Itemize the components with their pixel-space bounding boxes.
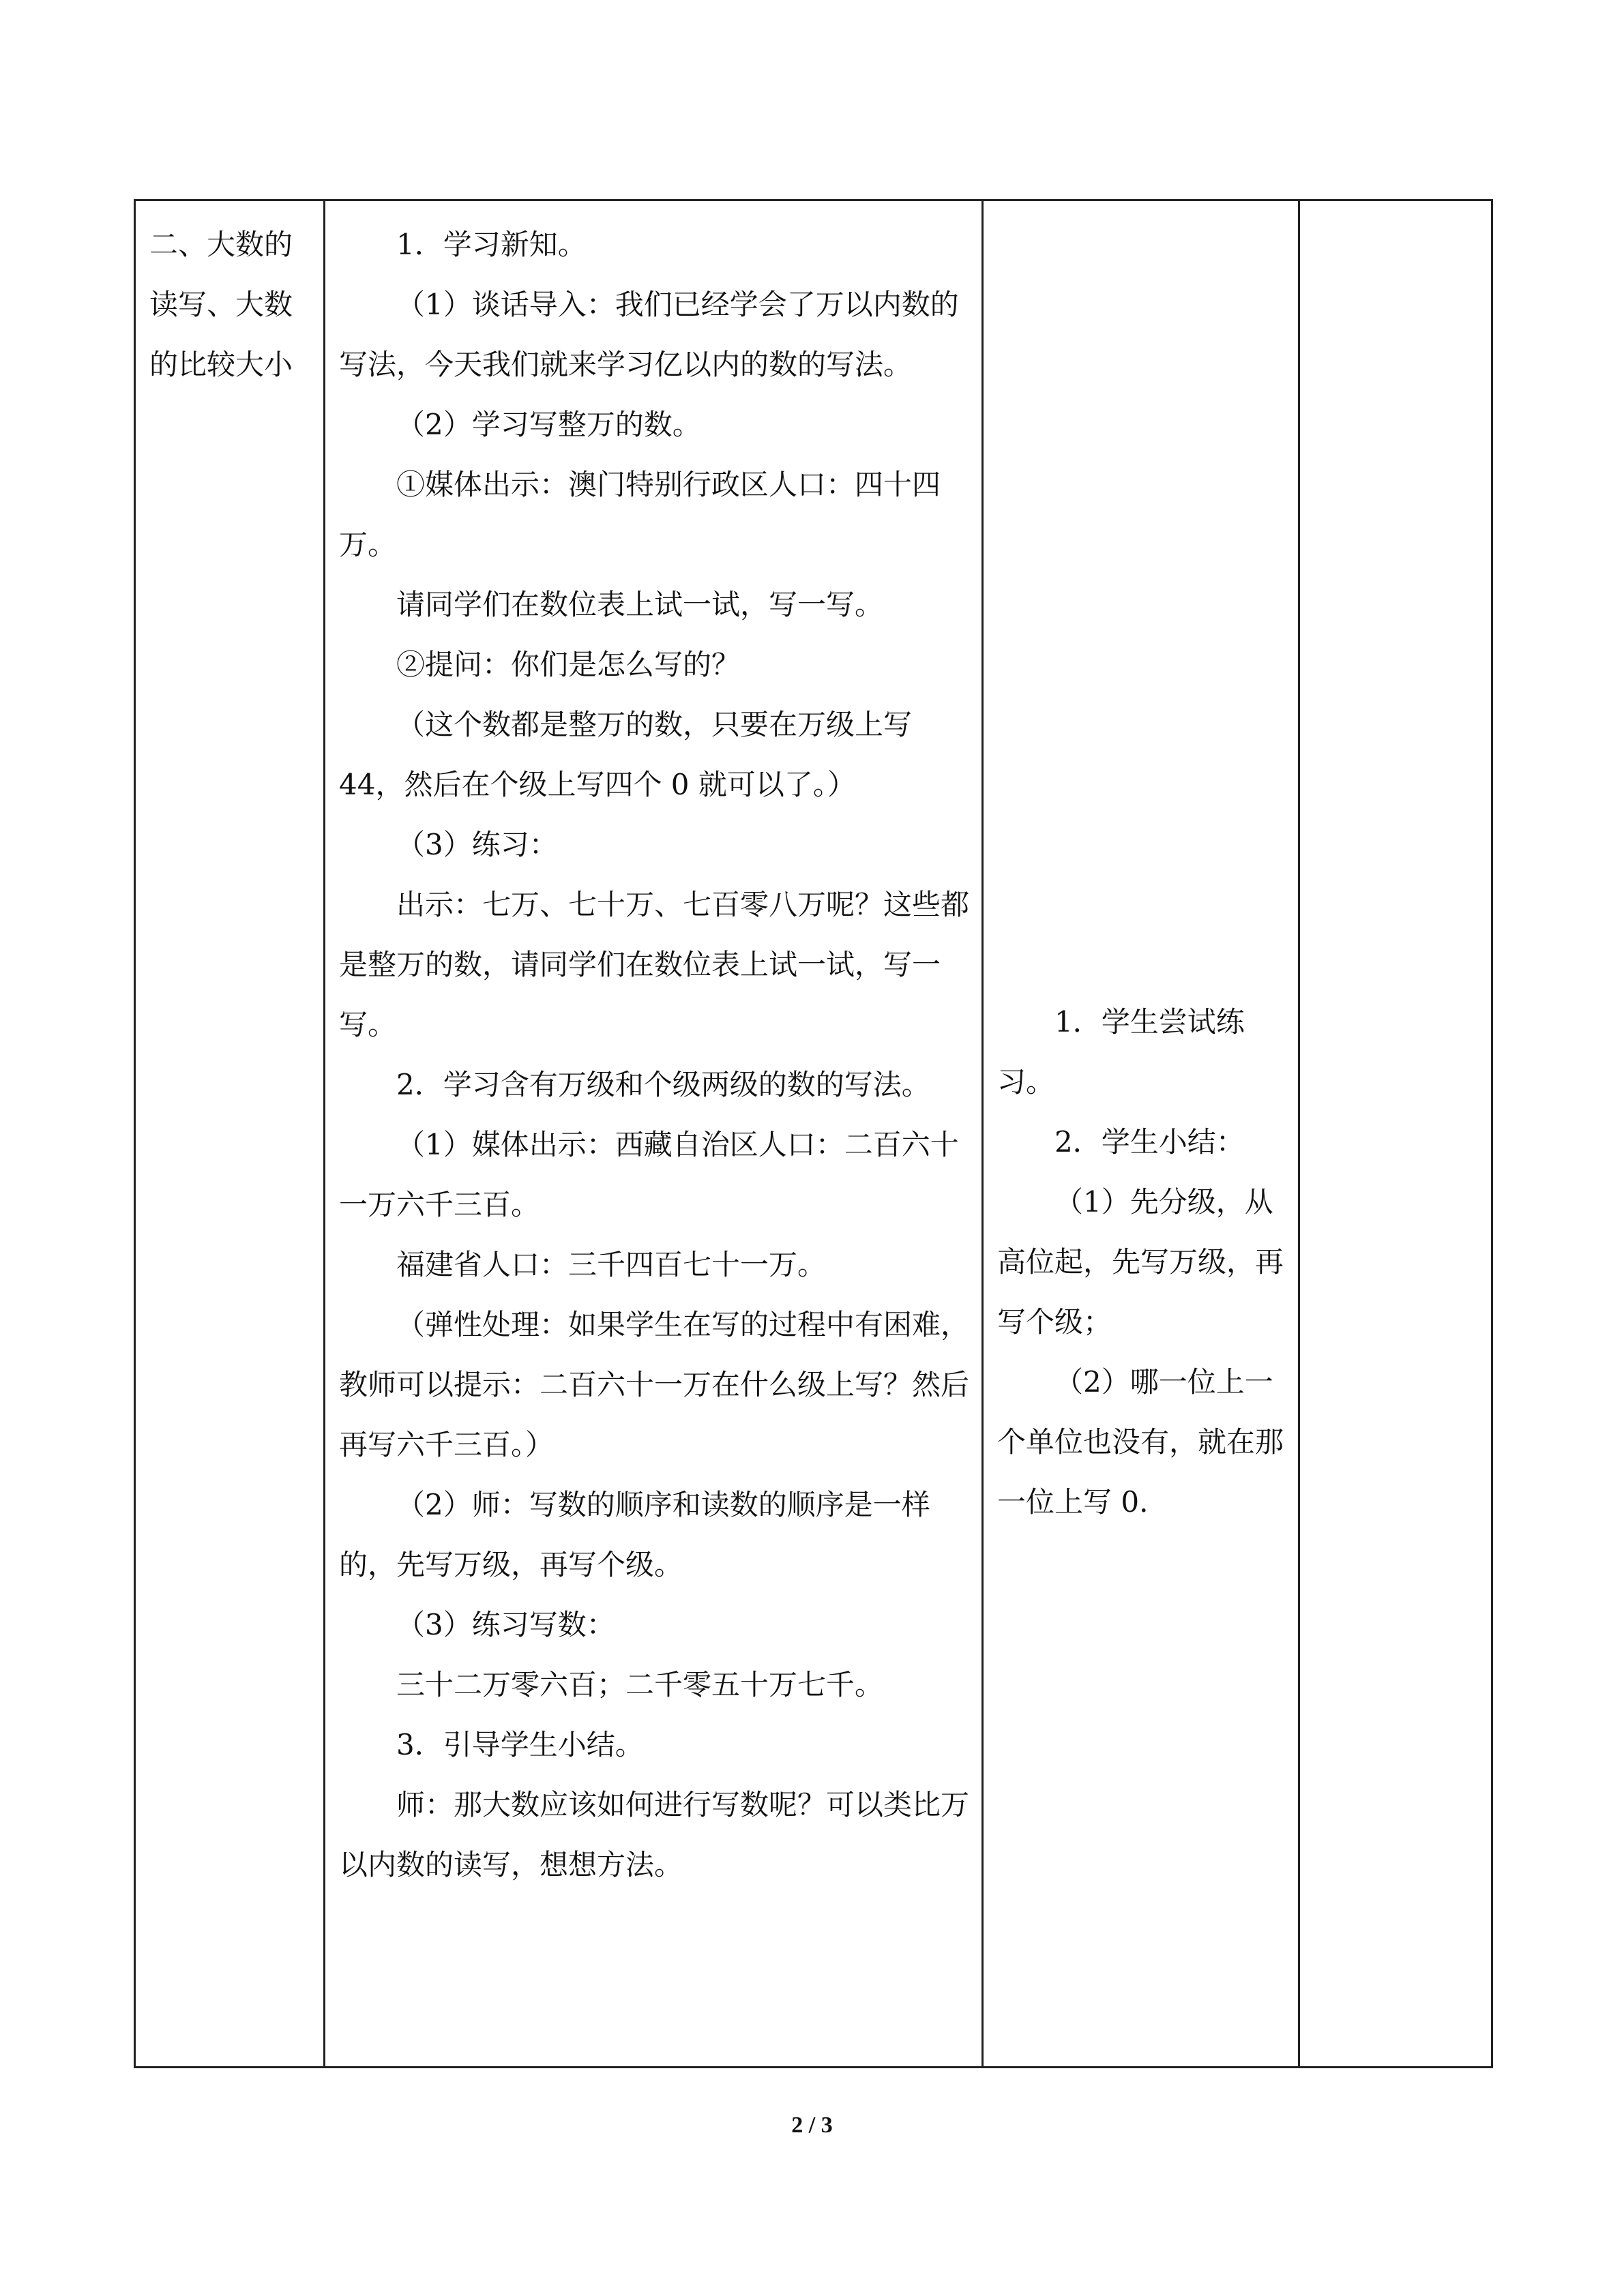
teacher-paragraph: ②提问：你们是怎么写的？ [396, 648, 741, 681]
teacher-paragraph: （这个数都是整万的数，只要在万级上写 44，然后在个级上写四个 0 就可以了。） [339, 708, 913, 801]
student-paragraph: （1）先分级，从高位起，先写万级，再写个级； [997, 1185, 1284, 1339]
teacher-paragraph: （弹性处理：如果学生在写的过程中有困难，教师可以提示：二百六十一万在什么级上写？然后再写六千三百。） [339, 1308, 970, 1461]
teacher-paragraph: （1）谈话导入：我们已经学会了万以内数的写法，今天我们就来学习亿以内的数的写法。 [339, 288, 959, 381]
teacher-paragraph: （1）媒体出示：西藏自治区人口：二百六十一万六千三百。 [339, 1128, 959, 1221]
table-row [135, 200, 1492, 2068]
section-title: 二、大数的读写、大数的比较大小 [149, 228, 293, 381]
teacher-paragraph: 三十二万零六百；二千零五十万七千。 [396, 1668, 884, 1701]
teacher-paragraph: 福建省人口：三千四百七十一万。 [396, 1248, 827, 1281]
teacher-paragraph: 出示：七万、七十万、七百零八万呢？这些都是整万的数，请同学们在数位表上试一试，写一写。 [339, 888, 970, 1041]
teacher-paragraph: （2）学习写整万的数。 [396, 408, 701, 441]
teacher-paragraph: 1．学习新知。 [396, 228, 587, 261]
teacher-paragraph: （3）练习： [396, 828, 558, 861]
teacher-activities [325, 201, 981, 1895]
section-cell [135, 200, 325, 2068]
teacher-paragraph: 3．引导学生小结。 [396, 1728, 644, 1761]
student-paragraph: （2）哪一位上一个单位也没有，就在那一位上写 0. [997, 1365, 1284, 1519]
teacher-paragraph: 2．学习含有万级和个级两级的数的写法。 [396, 1068, 930, 1101]
notes-cell [1299, 200, 1492, 2068]
teacher-paragraph: （3）练习写数： [396, 1608, 615, 1641]
lesson-plan-table [134, 199, 1493, 2068]
student-paragraph: 2．学生小结： [1054, 1125, 1245, 1159]
student-activities [984, 201, 1298, 1532]
student-activities-cell [983, 200, 1299, 2068]
teacher-paragraph: 师：那大数应该如何进行写数呢？可以类比万以内数的读写，想想方法。 [339, 1788, 970, 1881]
student-paragraph: 1．学生尝试练习。 [997, 1005, 1245, 1099]
teacher-paragraph: 请同学们在数位表上试一试，写一写。 [396, 588, 884, 621]
teacher-paragraph: ①媒体出示：澳门特别行政区人口：四十四万。 [339, 468, 941, 561]
teacher-activities-cell [325, 200, 983, 2068]
page-number: 2 / 3 [791, 2113, 833, 2138]
teacher-paragraph: （2）师：写数的顺序和读数的顺序是一样的，先写万级，再写个级。 [339, 1488, 930, 1581]
